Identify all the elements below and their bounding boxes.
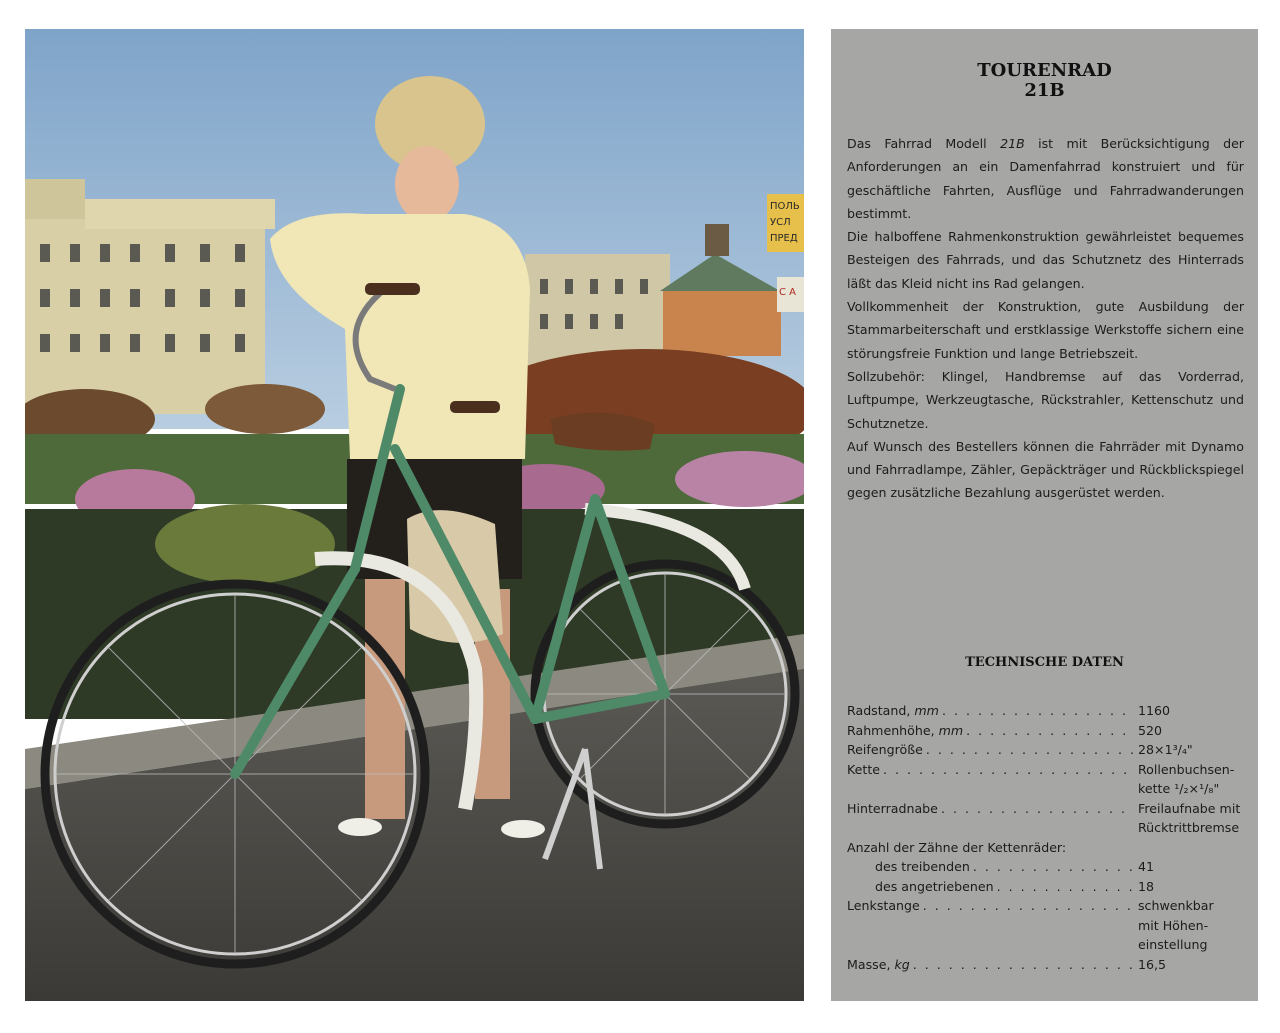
spec-value-line: einstellung — [1138, 937, 1208, 952]
spec-label: Lenkstange — [847, 898, 920, 913]
paragraph-accessories: Sollzubehör: Klingel, Handbremse auf das Vorderrad, Luftpumpe, Werkzeugtasche, Rückstrahler, Kettenschutz und Schutznetze. — [847, 368, 1244, 431]
spec-label: Hinterradnabe — [847, 800, 938, 816]
bicycle-photo — [25, 29, 804, 1001]
spec-label: Radstand, — [847, 703, 915, 718]
spec-group-zaehne: Anzahl der Zähne der Kettenräder: — [847, 839, 1067, 855]
sign-text-3: ПРЕД — [770, 233, 798, 244]
spec-value-line: Rücktrittbremse — [1138, 820, 1240, 835]
paragraph-construction: Vollkommenheit der Konstruktion, gute Ausbildung der Stammarbeiterschaft und erstklassige Werkstoffe sichern eine störungsfreie Funktion und lange Betriebszeit. — [847, 299, 1244, 361]
spec-value: 1160 — [1138, 703, 1171, 718]
paragraph-intro-start: Das Fahrrad Modell — [847, 136, 1001, 151]
spec-label: Masse, — [847, 956, 895, 972]
spec-row-rahmenhoehe — [847, 721, 1244, 741]
description-text — [847, 132, 1244, 505]
spec-row-masse — [847, 955, 1244, 975]
spec-value — [1133, 896, 1244, 955]
spec-row-treibend — [847, 857, 1244, 877]
paragraph-frame: Die halboffene Rahmenkonstruktion gewährleistet bequemes Besteigen des Fahrrads, und das Schutznetz des Hinterrads läßt das Kleid nicht ins Rad gelangen. — [847, 229, 1244, 291]
model-name: 21B — [1000, 136, 1025, 151]
spec-value: 28×1³/₄" — [1138, 742, 1193, 757]
title-line-1: TOURENRAD — [977, 60, 1112, 81]
spec-label: Reifengröße — [847, 742, 923, 757]
spec-row-angetrieben — [847, 877, 1244, 897]
page-title — [831, 61, 1258, 101]
spec-row-lenkstange — [847, 896, 1244, 955]
paragraph-intro-end: ist mit Berücksichtigung der Anforderungen an ein Damenfahrrad konstruiert und für geschäftliche Fahrten, Ausflüge und Fahrradwanderungen bestimmt. — [847, 136, 1244, 221]
spec-label: Rahmenhöhe, — [847, 722, 939, 738]
spec-unit: mm — [938, 722, 964, 738]
spec-table — [847, 701, 1244, 974]
photo-woman-with-bicycle-icon — [25, 29, 804, 1001]
paragraph-intro — [847, 132, 1244, 225]
spec-row-kette — [847, 760, 1244, 799]
tech-data-heading: TECHNISCHE DATEN — [965, 655, 1124, 670]
spec-unit: kg — [894, 956, 910, 972]
spec-value-line: kette ¹/₂×¹/₈" — [1138, 781, 1220, 796]
spec-value: 16,5 — [1138, 956, 1167, 972]
spec-value: 520 — [1138, 722, 1163, 738]
title-line-2: 21B — [1024, 80, 1065, 101]
spec-value-line: Rollenbuchsen- — [1138, 761, 1235, 777]
spec-label: des treibenden — [875, 859, 970, 874]
spec-unit: mm — [914, 703, 939, 718]
spec-row-radstand — [847, 701, 1244, 721]
spec-row-hinterradnabe — [847, 799, 1244, 838]
spec-value: 41 — [1138, 859, 1155, 874]
spec-value-line: schwenkbar — [1138, 898, 1214, 913]
spec-value — [1133, 760, 1244, 799]
paragraph-options: Auf Wunsch des Bestellers können die Fahrräder mit Dynamo und Fahrradlampe, Zähler, Gepäckträger und Rückblickspiegel gegen zusätzliche Bezahlung ausgerüstet werden. — [847, 438, 1244, 501]
sign-text-1: ПОЛЬ — [770, 201, 800, 212]
description-panel — [831, 29, 1258, 1001]
sign-text-4: С А — [779, 287, 797, 298]
spec-label: des angetriebenen — [875, 878, 994, 894]
spec-value — [1133, 799, 1244, 838]
sign-text-2: УСЛ — [770, 217, 791, 228]
spec-value: 18 — [1138, 878, 1155, 894]
spec-value-line: mit Höhen- — [1138, 917, 1209, 933]
spec-value-line: Freilaufnabe mit — [1138, 800, 1241, 816]
spec-label: Kette — [847, 761, 881, 777]
spec-row-reifengroesse — [847, 740, 1244, 760]
